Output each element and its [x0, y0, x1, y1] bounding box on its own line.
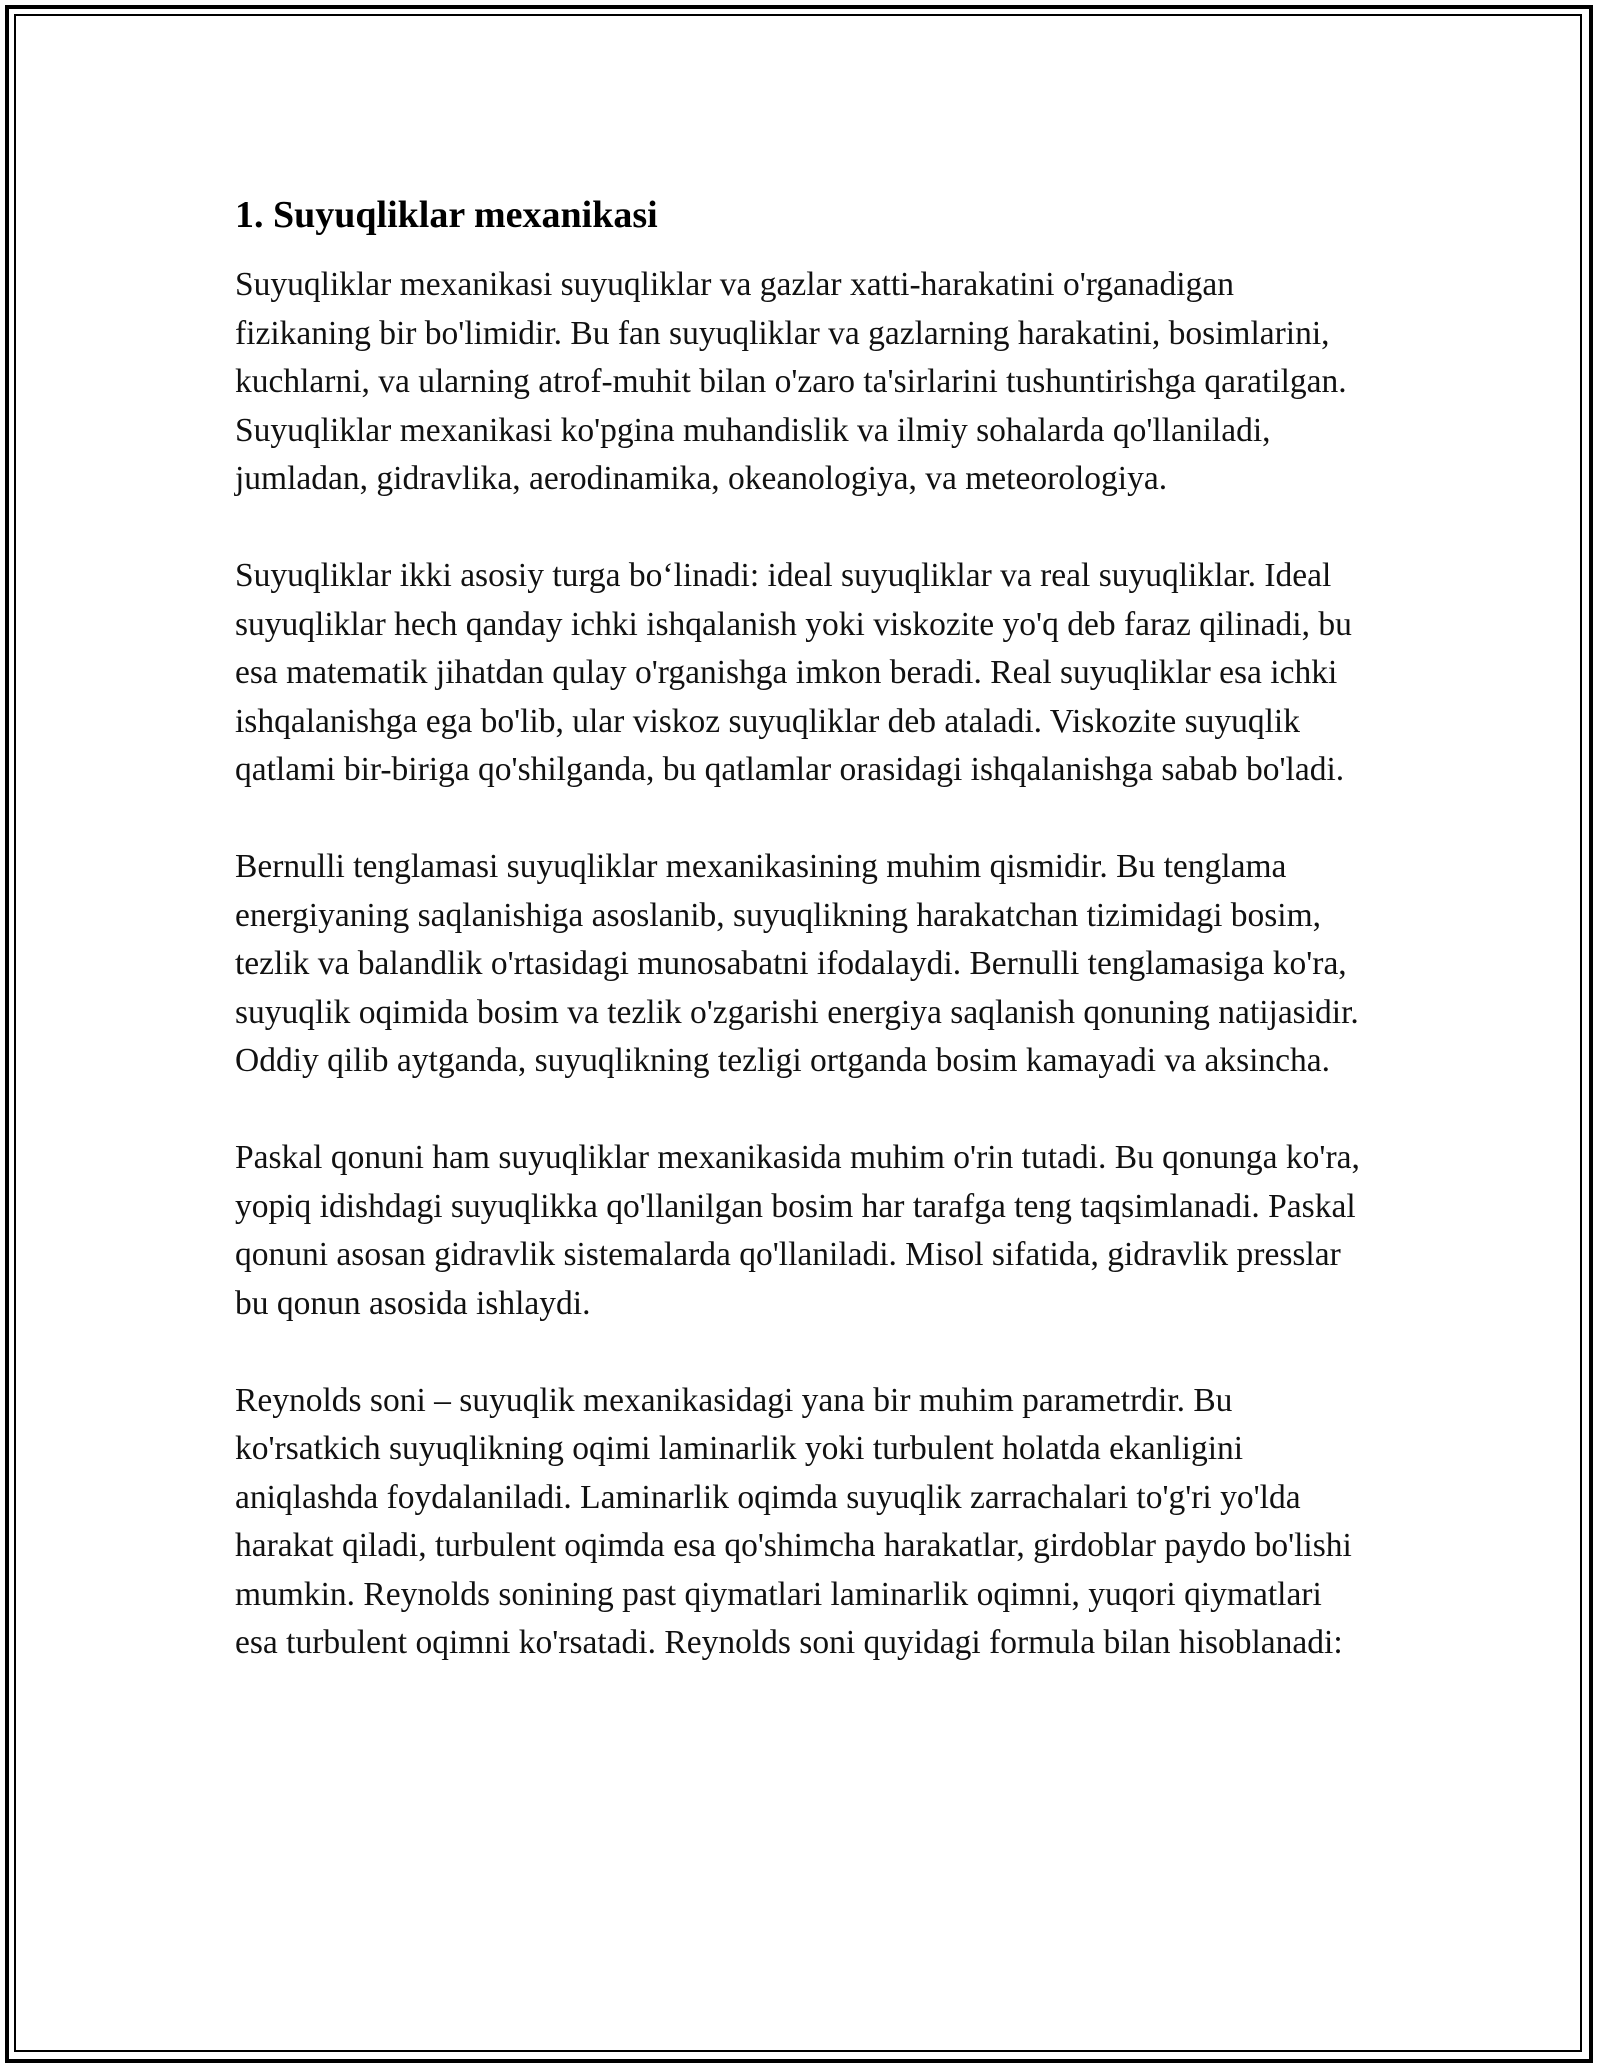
paragraph-pascal: Paskal qonuni ham suyuqliklar mexanikasida muhim o'rin tutadi. Bu qonunga ko'ra, yopiq idishdagi suyuqlikka qo'llanilgan bosim har tarafga teng taqsimlanadi. Paskal qonuni asosan gidravlik sistemalarda qo'llaniladi. Misol sifatida, gidravlik presslar bu qonun asosida ishlaydi.	[235, 1139, 1360, 1322]
paragraph-bernoulli: Bernulli tenglamasi suyuqliklar mexanikasining muhim qismidir. Bu tenglama energiyaning saqlanishiga asoslanib, suyuqlikning harakatchan tizimidagi bosim, tezlik va balandlik o'rtasidagi munosabatni ifodalaydi. Bernulli tenglamasiga ko'ra, suyuqlik oqimida bosim va tezlik o'zgarishi energiya saqlanish qonuning natijasidir. Oddiy qilib aytganda, suyuqlikning tezligi ortganda bosim kamayadi va aksincha.	[235, 848, 1359, 1079]
paragraph-reynolds: Reynolds soni – suyuqlik mexanikasidagi yana bir muhim parametrdir. Bu ko'rsatkich suyuqlikning oqimi laminarlik yoki turbulent holatda ekanligini aniqlashda foydalaniladi. Laminarlik oqimda suyuqlik zarrachalari to'g'ri yo'lda harakat qiladi, turbulent oqimda esa qo'shimcha harakatlar, girdoblar paydo bo'lishi mumkin. Reynolds sonining past qiymatlari laminarlik oqimni, yuqori qiymatlari esa turbulent oqimni ko'rsatadi. Reynolds soni quyidagi formula bilan hisoblanadi:	[235, 1381, 1352, 1661]
document-body	[235, 185, 1370, 1716]
section-heading: 1. Suyuqliklar mexanikasi	[235, 194, 658, 236]
paragraph-fluid-types: Suyuqliklar ikki asosiy turga boʻlinadi: ideal suyuqliklar va real suyuqliklar. Ideal suyuqliklar hech qanday ichki ishqalanish yoki viskozite yo'q deb faraz qilinadi, bu esa matematik jihatdan qulay o'rganishga imkon beradi. Real suyuqliklar esa ichki ishqalanishga ega bo'lib, ular viskoz suyuqliklar deb ataladi. Viskozite suyuqlik qatlami bir-biriga qo'shilganda, bu qatlamlar orasidagi ishqalanishga sabab bo'ladi.	[235, 557, 1352, 788]
paragraph-intro: Suyuqliklar mexanikasi suyuqliklar va gazlar xatti-harakatini o'rganadigan fizikaning bir bo'limidir. Bu fan suyuqliklar va gazlarning harakatini, bosimlarini, kuchlarni, va ularning atrof-muhit bilan o'zaro ta'sirlarini tushuntirishga qaratilgan. Suyuqliklar mexanikasi ko'pgina muhandislik va ilmiy sohalarda qo'llaniladi, jumladan, gidravlika, aerodinamika, okeanologiya, va meteorologiya.	[235, 266, 1347, 497]
